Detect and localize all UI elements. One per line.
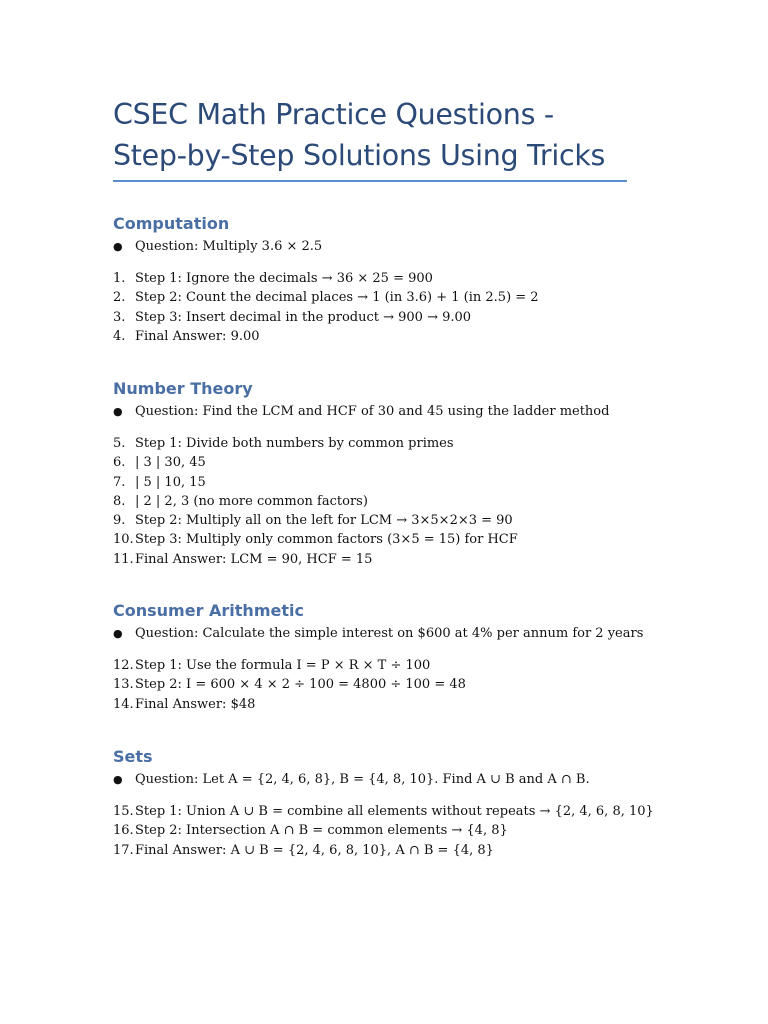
step-text: Step 1: Ignore the decimals → 36 × 25 = 900	[135, 271, 433, 286]
question-text: Question: Calculate the simple interest on $600 at 4% per annum for 2 years	[135, 626, 644, 641]
list-item	[113, 453, 673, 472]
section-sets	[113, 746, 673, 860]
title-underline	[113, 180, 627, 182]
step-text: Step 2: I = 600 × 4 × 2 ÷ 100 = 4800 ÷ 100 = 48	[135, 677, 466, 693]
document-title: CSEC Math Practice Questions - Step-by-Step Solutions Using Tricks	[113, 98, 606, 172]
bullet-icon: ●	[113, 405, 123, 418]
step-number: 16.	[113, 823, 134, 839]
list-item	[113, 550, 673, 569]
step-text: Step 2: Count the decimal places → 1 (in 3.6) + 1 (in 2.5) = 2	[135, 290, 539, 306]
list-item	[113, 695, 673, 714]
list-item	[113, 288, 673, 307]
list-item	[113, 473, 673, 492]
step-number: 14.	[113, 696, 134, 712]
step-text: Step 3: Insert decimal in the product → 900 → 9.00	[135, 309, 472, 325]
step-number: 15.	[113, 804, 134, 819]
step-text: Final Answer: 9.00	[135, 328, 260, 344]
step-number: 6.	[113, 455, 126, 471]
step-number: 11.	[113, 551, 134, 567]
list-item	[113, 821, 673, 840]
step-text: Step 1: Divide both numbers by common primes	[135, 436, 454, 451]
question-item	[113, 237, 673, 256]
step-text: Step 1: Use the formula I = P × R × T ÷ 100	[135, 658, 431, 673]
step-text: | 5 | 10, 15	[135, 474, 206, 490]
list-item	[113, 269, 673, 288]
step-number: 13.	[113, 677, 134, 693]
step-number: 12.	[113, 658, 134, 673]
step-list	[113, 269, 673, 346]
question-text: Question: Let A = {2, 4, 6, 8}, B = {4, 8, 10}. Find A ∪ B and A ∩ B.	[135, 772, 590, 787]
step-list	[113, 656, 673, 714]
step-text: Step 2: Multiply all on the left for LCM → 3×5×2×3 = 90	[135, 513, 513, 529]
question-item	[113, 624, 673, 643]
list-item	[113, 511, 673, 530]
list-item	[113, 656, 673, 675]
bullet-icon: ●	[113, 773, 123, 786]
section-computation	[113, 213, 673, 346]
step-number: 7.	[113, 474, 126, 490]
list-item	[113, 841, 673, 860]
question-item	[113, 770, 673, 789]
question-text: Question: Multiply 3.6 × 2.5	[135, 239, 323, 254]
step-number: 8.	[113, 493, 126, 509]
list-item	[113, 327, 673, 346]
list-item	[113, 492, 673, 511]
bullet-icon: ●	[113, 627, 123, 640]
step-list	[113, 802, 673, 860]
step-text: Step 3: Multiply only common factors (3×5 = 15) for HCF	[135, 532, 518, 548]
section-heading: Computation	[113, 214, 230, 233]
step-text: | 2 | 2, 3 (no more common factors)	[135, 493, 368, 509]
section-heading: Number Theory	[113, 379, 253, 398]
step-number: 4.	[113, 328, 126, 344]
step-text: Step 2: Intersection A ∩ B = common elements → {4, 8}	[135, 823, 508, 839]
list-item	[113, 308, 673, 327]
step-number: 5.	[113, 436, 126, 451]
list-item	[113, 675, 673, 694]
section-consumer-arithmetic	[113, 600, 673, 714]
step-text: Final Answer: A ∪ B = {2, 4, 6, 8, 10}, A ∩ B = {4, 8}	[135, 842, 494, 858]
question-text: Question: Find the LCM and HCF of 30 and 45 using the ladder method	[135, 404, 610, 419]
bullet-icon: ●	[113, 240, 123, 253]
step-number: 9.	[113, 513, 126, 529]
list-item	[113, 530, 673, 549]
question-item	[113, 402, 673, 421]
section-number-theory	[113, 378, 673, 569]
step-number: 2.	[113, 290, 126, 306]
step-text: Final Answer: LCM = 90, HCF = 15	[135, 551, 373, 567]
step-number: 1.	[113, 271, 126, 286]
step-number: 17.	[113, 842, 134, 858]
step-text: Final Answer: $48	[135, 696, 256, 712]
step-list	[113, 434, 673, 569]
step-text: Step 1: Union A ∪ B = combine all elements without repeats → {2, 4, 6, 8, 10}	[135, 804, 654, 819]
step-number: 10.	[113, 532, 134, 548]
section-heading: Consumer Arithmetic	[113, 601, 304, 620]
list-item	[113, 434, 673, 453]
step-text: | 3 | 30, 45	[135, 455, 206, 471]
list-item	[113, 802, 673, 821]
section-heading: Sets	[113, 747, 153, 766]
step-number: 3.	[113, 309, 126, 325]
